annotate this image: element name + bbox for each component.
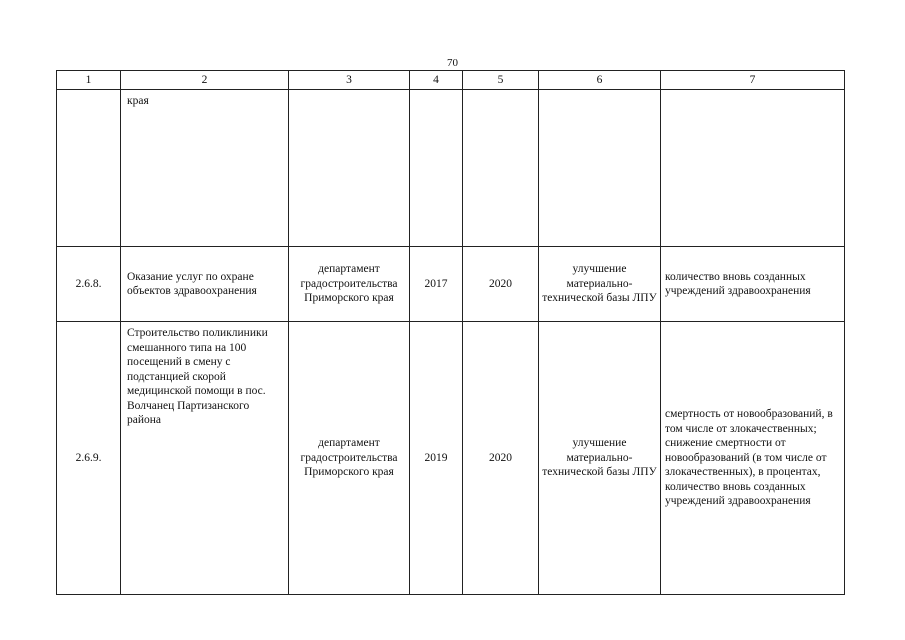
cell-name: Оказание услуг по охране объектов здравоохранения (121, 247, 289, 322)
cell-result: улучшение материально-технической базы ЛПУ (539, 322, 661, 595)
page-number: 70 (447, 57, 458, 69)
header-col-1: 1 (57, 71, 121, 90)
cell-executor: департамент градостроительства Приморского края (289, 322, 410, 595)
cell-end-year (463, 90, 539, 247)
table-row (57, 322, 845, 595)
table-row (57, 247, 845, 322)
header-col-3: 3 (289, 71, 410, 90)
cell-name: края (121, 90, 289, 247)
cell-start-year: 2017 (410, 247, 463, 322)
header-col-6: 6 (539, 71, 661, 90)
header-col-4: 4 (410, 71, 463, 90)
cell-start-year (410, 90, 463, 247)
measures-table (56, 70, 845, 595)
cell-end-year: 2020 (463, 247, 539, 322)
header-col-5: 5 (463, 71, 539, 90)
cell-num (57, 90, 121, 247)
cell-end-year: 2020 (463, 322, 539, 595)
cell-indicator: смертность от новообразований, в том числе от злокачественных; снижение смертности от новообразований (в том числе от злокачественных), в процентах, количество вновь созданных учреждений здравоохранения (661, 322, 845, 595)
cell-num: 2.6.8. (57, 247, 121, 322)
cell-indicator: количество вновь созданных учреждений здравоохранения (661, 247, 845, 322)
cell-name: Строительство поликлиники смешанного типа на 100 посещений в смену с подстанцией скорой медицинской помощи в пос. Волчанец Партизанского района (121, 322, 289, 595)
cell-executor: департамент градостроительства Приморского края (289, 247, 410, 322)
cell-result (539, 90, 661, 247)
header-col-7: 7 (661, 71, 845, 90)
table-row (57, 90, 845, 247)
cell-indicator (661, 90, 845, 247)
header-col-2: 2 (121, 71, 289, 90)
cell-start-year: 2019 (410, 322, 463, 595)
cell-executor (289, 90, 410, 247)
cell-result: улучшение материально-технической базы ЛПУ (539, 247, 661, 322)
cell-num: 2.6.9. (57, 322, 121, 595)
header-row (57, 71, 845, 90)
